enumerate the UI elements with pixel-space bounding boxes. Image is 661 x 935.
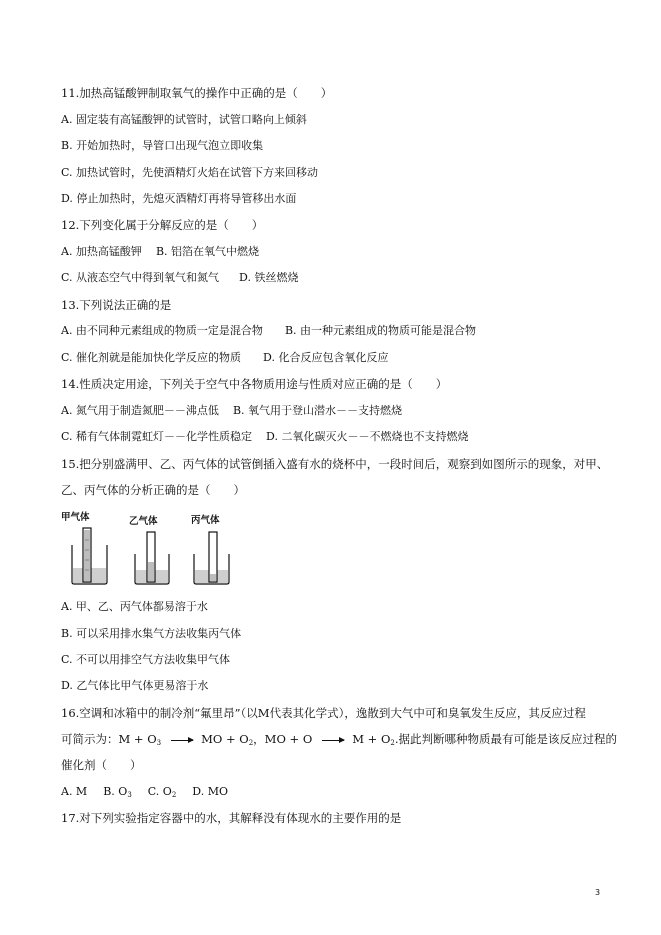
reaction-arrow-icon <box>322 740 344 741</box>
q11-option-c: C. 加热试管时，先使酒精灯火焰在试管下方来回移动 <box>61 166 319 179</box>
q13-option-d: D. 化合反应包含氧化反应 <box>263 351 389 364</box>
q14-option-d: D. 二氧化碳灭火－－不燃烧也不支持燃烧 <box>266 430 469 443</box>
q14-option-b: B. 氧气用于登山潜水－－支持燃烧 <box>232 404 403 417</box>
q14-option-a: A. 氮气用于制造氮肥－－沸点低 <box>61 404 219 417</box>
q12-option-b: B. 铝箔在氧气中燃烧 <box>155 245 260 258</box>
q15-stem-line2: 乙、丙气体的分析正确的是（ ） <box>61 483 245 497</box>
q13-options-cd <box>61 351 388 365</box>
beaker-yi <box>135 532 169 584</box>
q12-stem: 12.下列变化属于分解反应的是（ ） <box>61 218 264 232</box>
q12-option-c: C. 从液态空气中得到氧气和氮气 <box>61 271 220 284</box>
q13-options-ab <box>61 324 476 338</box>
q15-option-b: B. 可以采用排水集气方法收集丙气体 <box>61 627 242 640</box>
q16-option-a: A. M <box>61 785 88 798</box>
q16-stem-line1: 16.空调和冰箱中的制冷剂“氟里昂”（以M代表其化学式），逸散到大气中可和臭氧发生反应，其反应过程 <box>61 706 586 720</box>
q11-option-d: D. 停止加热时，先熄灭酒精灯再将导管移出水面 <box>61 192 297 205</box>
q14-options-cd <box>61 430 468 444</box>
q12-options-cd <box>61 271 298 285</box>
beaker-jia <box>72 528 107 584</box>
q13-stem: 13.下列说法正确的是 <box>61 298 172 312</box>
q12-option-a: A. 加热高锰酸钾 <box>61 245 142 258</box>
q16-equation-line: 可简示为：$M + O_3$ MO + $O_2$，MO + O $M + O_2$.据此判断哪种物质最有可能是该反应过程的 <box>61 732 618 747</box>
q14-stem: 14.性质决定用途，下列关于空气中各物质用途与性质对应正确的是（ ） <box>61 377 448 391</box>
fig-label-yi: 乙气体 <box>129 516 158 527</box>
gas-tubes-figure <box>61 510 246 590</box>
q16-option-c: C. $O_2$ <box>147 785 177 799</box>
q14-options-ab <box>61 404 402 418</box>
q15-option-a: A. 甲、乙、丙气体都易溶于水 <box>61 600 208 613</box>
q14-option-c: C. 稀有气体制霓虹灯－－化学性质稳定 <box>61 430 253 443</box>
q16-option-b: B. $O_3$ <box>103 785 132 799</box>
q15-stem-line1: 15.把分别盛满甲、乙、丙气体的试管倒插入盛有水的烧杯中，一段时间后，观察到如图所示的现象，对甲、 <box>61 457 609 471</box>
q13-option-b: B. 由一种元素组成的物质可能是混合物 <box>284 324 477 337</box>
q16-stem-line3: 催化剂（ ） <box>61 758 142 772</box>
fig-label-bing: 丙气体 <box>191 515 220 526</box>
q12-option-d: D. 铁丝燃烧 <box>239 271 299 284</box>
q11-option-b: B. 开始加热时，导管口出现气泡立即收集 <box>61 139 264 152</box>
q15-option-d: D. 乙气体比甲气体更易溶于水 <box>61 679 209 692</box>
q11-option-a: A. 固定装有高锰酸钾的试管时，试管口略向上倾斜 <box>61 113 307 126</box>
fig-label-jia: 甲气体 <box>61 512 90 523</box>
q15-option-c: C. 不可以用排空气方法收集甲气体 <box>61 653 231 666</box>
q13-option-a: A. 由不同种元素组成的物质一定是混合物 <box>61 324 263 337</box>
page-number: 3 <box>595 888 601 897</box>
q13-option-c: C. 催化剂就是能加快化学反应的物质 <box>61 351 242 364</box>
reaction-arrow-icon <box>171 740 193 741</box>
q12-options-ab <box>61 245 259 259</box>
q11-stem: 11.加热高锰酸钾制取氧气的操作中正确的是（ ） <box>61 86 333 100</box>
beaker-bing <box>194 532 229 584</box>
q16-option-d: D. MO <box>192 785 228 798</box>
q16-options <box>61 785 228 799</box>
q17-stem: 17.对下列实验指定容器中的水，其解释没有体现水的主要作用的是 <box>61 811 402 825</box>
